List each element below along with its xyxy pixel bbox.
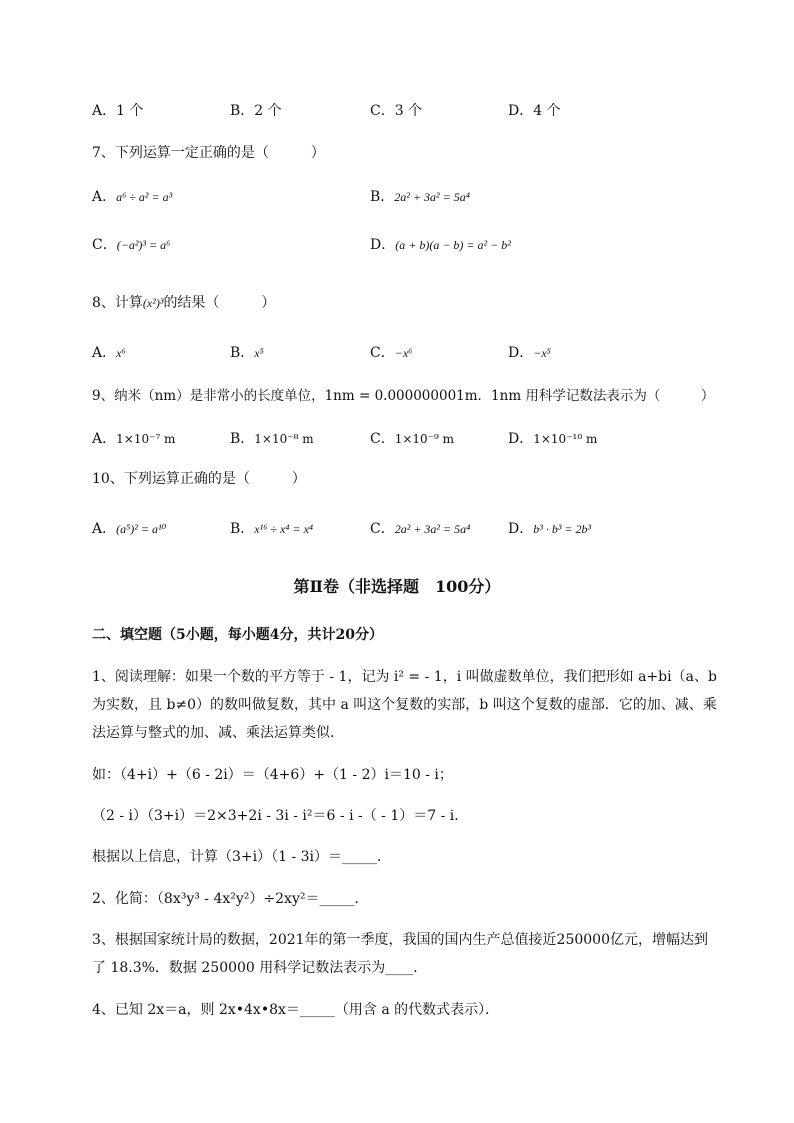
q6-option-a: A．1 个 xyxy=(92,103,144,119)
q8-option-a-expr: x⁶ xyxy=(116,346,126,360)
q7-option-b-label: B． xyxy=(370,189,395,205)
q10-option-d-label: D． xyxy=(508,521,534,537)
q8-option-d xyxy=(508,342,551,362)
q8-option-a xyxy=(92,342,126,362)
q8-option-d-label: D． xyxy=(508,345,534,361)
q9-option-c-expr: 1×10⁻⁹ m xyxy=(394,432,455,446)
q9-option-d-expr: 1×10⁻¹⁰ m xyxy=(533,432,598,446)
q10-option-c-label: C． xyxy=(370,521,395,537)
q8-stem xyxy=(92,292,275,312)
q7-option-c xyxy=(92,234,170,254)
q10-option-b-label: B． xyxy=(230,521,255,537)
q9-option-a xyxy=(92,428,175,448)
fill-q1-line-1: 1、阅读理解：如果一个数的平方等于 - 1，记为 i² = - 1，i 叫做虚数单位，我们把形如 a+bi（a、b xyxy=(92,669,717,685)
q8-option-b xyxy=(230,342,264,362)
fill-q1-question: 根据以上信息，计算（3+i）（1 - 3i）＝_____． xyxy=(92,849,392,865)
fill-q1-example-2: （2 - i）（3+i）＝2×3+2i - 3i - i²＝6 - i -（ - 1）＝7 - i． xyxy=(92,808,469,824)
fill-q1-line-3: 法运算与整式的加、减、乘法运算类似． xyxy=(92,725,344,741)
q9-option-d-label: D． xyxy=(508,431,534,447)
fill-q2: 2、化简：（8x³y³ - 4x²y²）÷2xy²＝_____． xyxy=(92,891,369,907)
q10-stem: 10、下列运算正确的是（ ） xyxy=(92,471,306,487)
q8-stem-post: 的结果（ ） xyxy=(163,295,276,311)
q6-option-d: D．4 个 xyxy=(508,103,561,119)
q7-option-d xyxy=(370,234,511,254)
q10-option-c xyxy=(370,518,470,538)
fill-q1-example-1: 如：（4+i）+（6 - 2i）＝（4+6）+（1 - 2）i＝10 - i； xyxy=(92,767,453,783)
q9-option-c-label: C． xyxy=(370,431,395,447)
q10-option-d-expr: b³ · b³ = 2b³ xyxy=(533,522,592,536)
fill-q3-line-2: 了 18.3%．数据 250000 用科学记数法表示为____． xyxy=(92,960,428,976)
q10-option-c-expr: 2a² + 3a² = 5a⁴ xyxy=(394,522,471,536)
q8-option-b-expr: x⁵ xyxy=(254,346,264,360)
q8-stem-pre: 8、计算 xyxy=(92,295,143,311)
q7-option-b xyxy=(370,186,470,206)
q8-option-d-expr: −x⁵ xyxy=(533,346,551,360)
fill-q4: 4、已知 2x＝a，则 2x•4x•8x＝_____（用含 a 的代数式表示）． xyxy=(92,1002,500,1018)
q9-option-a-label: A． xyxy=(92,431,117,447)
fill-q3-line-1: 3、根据国家统计局的数据，2021年的第一季度，我国的国内生产总值接近250000亿元，增幅达到 xyxy=(92,932,708,948)
q10-option-a xyxy=(92,518,166,538)
q7-option-a-expr: a⁶ ÷ a² = a³ xyxy=(116,190,173,204)
q8-option-c-label: C． xyxy=(370,345,395,361)
q7-stem: 7、下列运算一定正确的是（ ） xyxy=(92,145,325,161)
q7-option-a-label: A． xyxy=(92,189,117,205)
q10-option-a-label: A． xyxy=(92,521,117,537)
q7-option-c-expr: (−a²)³ = a⁶ xyxy=(116,238,171,252)
q8-option-b-label: B． xyxy=(230,345,255,361)
q9-option-c xyxy=(370,428,454,448)
q9-option-a-expr: 1×10⁻⁷ m xyxy=(116,432,176,446)
fill-in-section-header: 二、填空题（5小题，每小题4分，共计20分） xyxy=(92,627,383,643)
q10-option-b-expr: x¹⁶ ÷ x⁴ = x⁴ xyxy=(254,522,314,536)
q7-option-a xyxy=(92,186,172,206)
q8-option-c-expr: −x⁶ xyxy=(394,346,413,360)
section-2-title: 第Ⅱ卷（非选择题 100分） xyxy=(293,577,501,596)
q7-option-c-label: C． xyxy=(92,237,117,253)
fill-q1-line-2: 为实数，且 b≠0）的数叫做复数，其中 a 叫这个复数的实部，b 叫这个复数的虚部．它的加、减、乘 xyxy=(92,697,717,713)
q9-option-b xyxy=(230,428,314,448)
q7-option-d-expr: (a + b)(a − b) = a² − b² xyxy=(395,238,511,252)
q8-stem-expr: (x²)³ xyxy=(142,296,164,310)
q9-option-b-label: B． xyxy=(230,431,255,447)
q6-option-b: B．2 个 xyxy=(230,103,282,119)
q7-option-b-expr: 2a² + 3a² = 5a⁴ xyxy=(394,190,470,204)
q9-option-b-expr: 1×10⁻⁸ m xyxy=(254,432,314,446)
q9-stem: 9、纳米（nm）是非常小的长度单位，1nm = 0.000000001m．1nm 用科学记数法表示为（ ） xyxy=(92,388,715,404)
q10-option-a-expr: (a⁵)² = a¹⁰ xyxy=(116,522,167,536)
q10-option-d xyxy=(508,518,591,538)
q10-option-b xyxy=(230,518,313,538)
q8-option-c xyxy=(370,342,412,362)
q7-option-d-label: D． xyxy=(370,237,396,253)
q6-option-c: C．3 个 xyxy=(370,103,423,119)
q9-option-d xyxy=(508,428,597,448)
q8-option-a-label: A． xyxy=(92,345,117,361)
